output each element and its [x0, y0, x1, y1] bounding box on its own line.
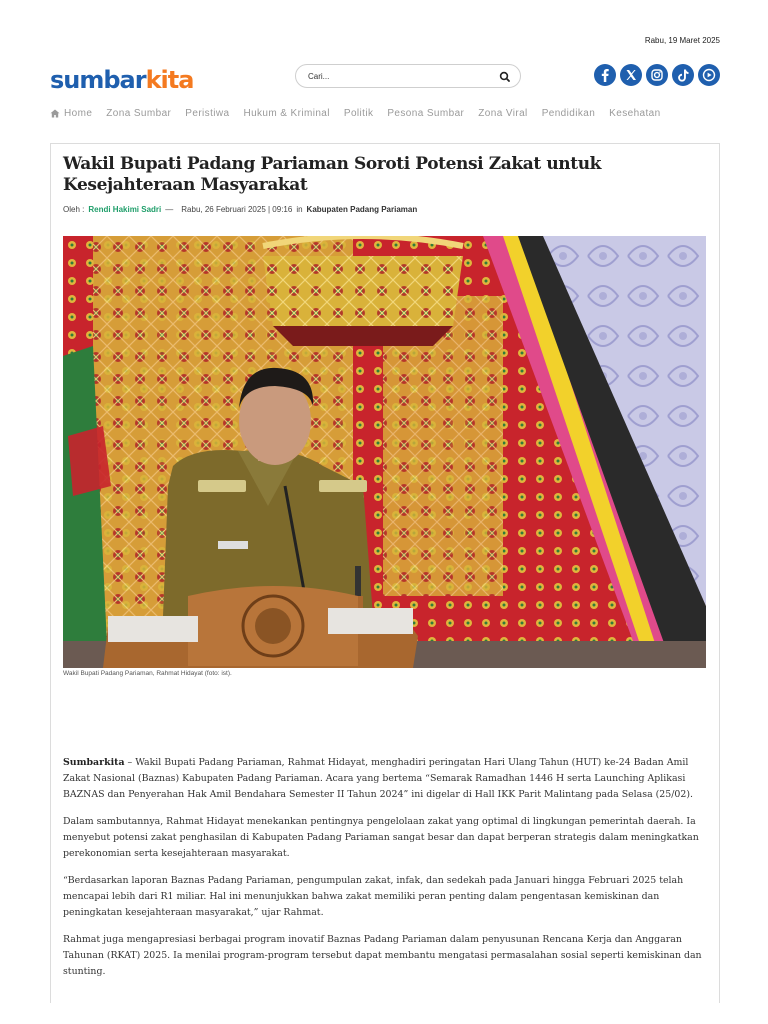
logo-part-sumbar: sumbar [50, 66, 146, 94]
site-logo[interactable] [50, 66, 193, 94]
nav-item-home[interactable] [50, 108, 92, 119]
tiktok-icon[interactable] [672, 64, 694, 86]
paragraph: Rahmat juga mengapresiasi berbagai program inovatif Baznas Padang Pariaman dalam penyusunan Rencana Kerja dan Anggaran Tahunan (RKAT) 2025. Ia menilai program-program tersebut dapat membantu mengatasi permasalahan sosial seperti kemiskinan dan stunting. [63, 934, 702, 977]
article-body [63, 755, 708, 991]
article-featured-image [63, 236, 706, 668]
nav-item-hukum-kriminal[interactable]: Hukum & Kriminal [243, 108, 330, 119]
youtube-icon[interactable] [698, 64, 720, 86]
meta-in: in [296, 205, 303, 214]
logo-part-kita: kita [145, 66, 194, 94]
meta-prefix: Oleh : [63, 205, 85, 214]
meta-dash: — [165, 205, 174, 214]
nav-item-pendidikan[interactable]: Pendidikan [541, 108, 596, 119]
article-title: Wakil Bupati Padang Pariaman Soroti Potensi Zakat untuk Kesejahteraan Masyarakat [63, 154, 602, 195]
paragraph: “Berdasarkan laporan Baznas Padang Pariaman, pengumpulan zakat, infak, dan sedekah pada Januari hingga Februari 2025 telah mencapai lebih dari R1 miliar. Hal ini menunjukkan bahwa zakat memiliki peran penting dalam pengentasan kemiskinan dan peningkatan kesejahteraan masyarakat,” ujar Rahmat. [63, 875, 684, 918]
nav-item-pesona-sumbar[interactable]: Pesona Sumbar [387, 108, 465, 119]
lead-paragraph [63, 755, 708, 803]
nav-label-home: Home [64, 108, 93, 119]
search-input[interactable] [308, 69, 488, 84]
nav-item-peristiwa[interactable]: Peristiwa [185, 108, 230, 119]
current-date: Rabu, 19 Maret 2025 [644, 36, 720, 45]
paragraph: Dalam sambutannya, Rahmat Hidayat menekankan pentingnya pengelolaan zakat yang optimal di lingkungan pemerintah daerah. Ia menyebut potensi zakat penghasilan di Kabupaten Padang Pariaman sangat besar dan dapat berperan strategis dalam meningkatkan perekonomian serta kesejahteraan masyarakat. [63, 816, 699, 859]
lead-brand: Sumbarkita [63, 757, 125, 768]
search-icon[interactable] [498, 70, 512, 84]
nav-item-kesehatan[interactable]: Kesehatan [609, 108, 661, 119]
x-icon[interactable] [620, 64, 642, 86]
nav-item-zona-sumbar[interactable]: Zona Sumbar [106, 108, 172, 119]
social-links [594, 64, 720, 86]
nav-item-zona-viral[interactable]: Zona Viral [478, 108, 528, 119]
image-caption: Wakil Bupati Padang Pariaman, Rahmat Hidayat (foto: ist). [63, 670, 232, 677]
site-header [50, 62, 720, 92]
article-date: Rabu, 26 Februari 2025 | 09:16 [181, 205, 293, 214]
search-box [295, 64, 521, 88]
article-category-link[interactable]: Kabupaten Padang Pariaman [306, 205, 418, 214]
article-author-link[interactable]: Rendi Hakimi Sadri [88, 205, 162, 214]
lead-text: – Wakil Bupati Padang Pariaman, Rahmat Hidayat, menghadiri peringatan Hari Ulang Tahun (HUT) ke-24 Badan Amil Zakat Nasional (Baznas) Kabupaten Padang Pariaman. Acara yang bertema “Semarak Ramadhan 1446 H serta Launching Aplikasi BAZNAS dan Penyerahan Hak Amil Bendahara Semester II Tahun 2024” ini digelar di Hall IKK Parit Malintang pada Selasa (25/02). [63, 757, 693, 800]
nav-item-politik[interactable]: Politik [343, 108, 374, 119]
home-icon [50, 109, 60, 118]
facebook-icon[interactable] [594, 64, 616, 86]
main-nav [50, 108, 661, 119]
article-meta [63, 205, 417, 214]
instagram-icon[interactable] [646, 64, 668, 86]
